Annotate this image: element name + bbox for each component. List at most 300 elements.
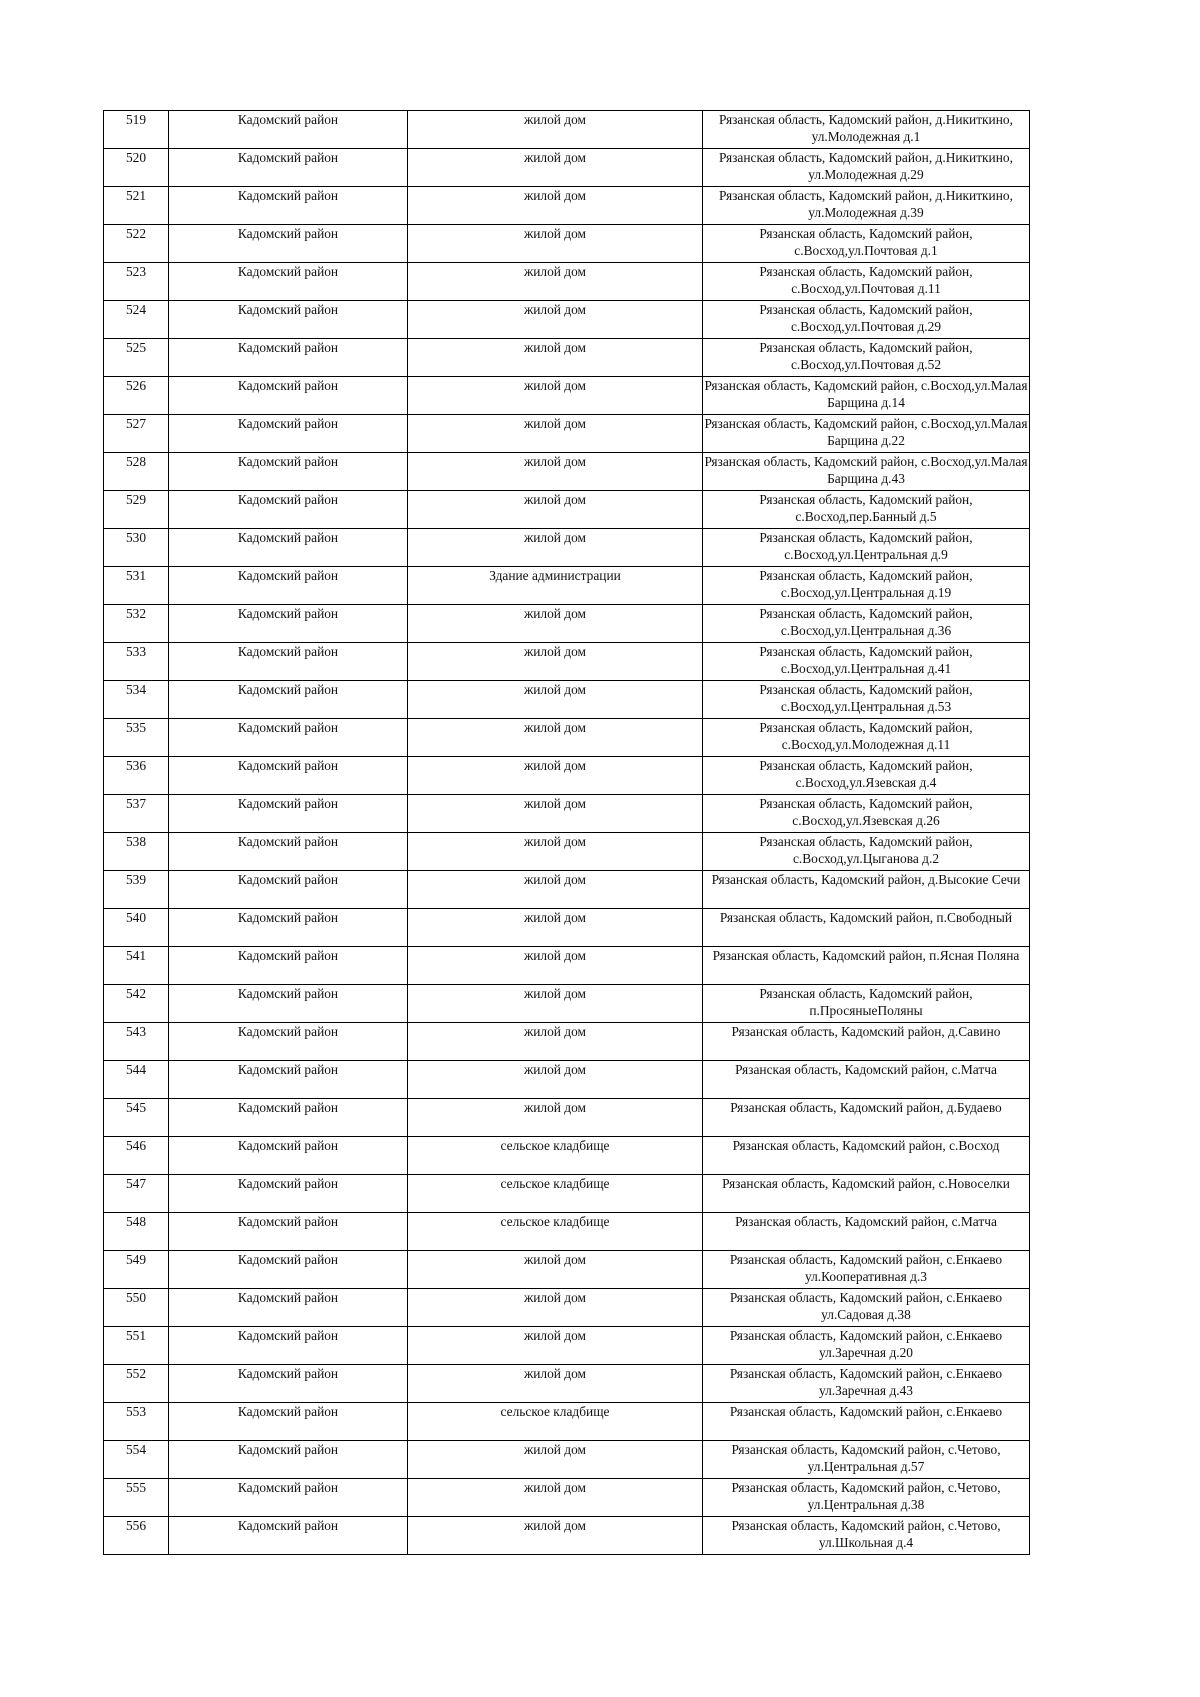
table-row bbox=[104, 871, 1030, 909]
row-number-cell bbox=[104, 947, 169, 985]
object-type-cell-text: жилой дом bbox=[523, 264, 587, 279]
table-row bbox=[104, 111, 1030, 149]
district-cell bbox=[169, 1175, 408, 1213]
table-row bbox=[104, 605, 1030, 643]
row-number-cell-text: 526 bbox=[125, 378, 147, 393]
address-cell-text: Рязанская область, Кадомский район, с.Восход,ул.Центральная д.9 bbox=[759, 530, 973, 562]
object-type-cell bbox=[408, 1365, 703, 1403]
row-number-cell bbox=[104, 377, 169, 415]
table-row bbox=[104, 719, 1030, 757]
district-cell-text: Кадомский район bbox=[237, 834, 339, 849]
address-cell-text: Рязанская область, Кадомский район, с.Енкаево ул.Садовая д.38 bbox=[729, 1290, 1003, 1322]
address-cell bbox=[703, 1517, 1030, 1555]
address-cell bbox=[703, 1175, 1030, 1213]
row-number-cell-text: 553 bbox=[125, 1404, 147, 1419]
object-type-cell-text: жилой дом bbox=[523, 530, 587, 545]
address-cell-text: Рязанская область, Кадомский район, с.Четово, ул.Центральная д.38 bbox=[731, 1480, 1001, 1512]
object-type-cell bbox=[408, 719, 703, 757]
address-cell bbox=[703, 301, 1030, 339]
district-cell bbox=[169, 1365, 408, 1403]
object-type-cell-text: жилой дом bbox=[523, 416, 587, 431]
row-number-cell bbox=[104, 1213, 169, 1251]
object-type-cell bbox=[408, 681, 703, 719]
row-number-cell bbox=[104, 985, 169, 1023]
row-number-cell-text: 539 bbox=[125, 872, 147, 887]
object-type-cell-text: жилой дом bbox=[523, 1328, 587, 1343]
district-cell-text: Кадомский район bbox=[237, 1290, 339, 1305]
district-cell bbox=[169, 681, 408, 719]
address-cell bbox=[703, 985, 1030, 1023]
object-type-cell-text: жилой дом bbox=[523, 302, 587, 317]
table-row bbox=[104, 1365, 1030, 1403]
district-cell-text: Кадомский район bbox=[237, 720, 339, 735]
object-type-cell bbox=[408, 567, 703, 605]
object-type-cell bbox=[408, 1061, 703, 1099]
object-type-cell-text: жилой дом bbox=[523, 226, 587, 241]
row-number-cell-text: 537 bbox=[125, 796, 147, 811]
district-cell bbox=[169, 1517, 408, 1555]
district-cell-text: Кадомский район bbox=[237, 1252, 339, 1267]
object-type-cell bbox=[408, 111, 703, 149]
district-cell-text: Кадомский район bbox=[237, 568, 339, 583]
table-row bbox=[104, 1517, 1030, 1555]
row-number-cell bbox=[104, 567, 169, 605]
row-number-cell bbox=[104, 1175, 169, 1213]
address-cell bbox=[703, 643, 1030, 681]
row-number-cell-text: 550 bbox=[125, 1290, 147, 1305]
row-number-cell-text: 555 bbox=[125, 1480, 147, 1495]
row-number-cell bbox=[104, 643, 169, 681]
address-cell-text: Рязанская область, Кадомский район, с.Енкаево bbox=[729, 1404, 1003, 1419]
object-type-cell-text: жилой дом bbox=[523, 1100, 587, 1115]
table-row bbox=[104, 339, 1030, 377]
address-cell-text: Рязанская область, Кадомский район, с.Енкаево ул.Заречная д.43 bbox=[729, 1366, 1003, 1398]
object-type-cell-text: сельское кладбище bbox=[500, 1404, 610, 1419]
object-type-cell-text: жилой дом bbox=[523, 492, 587, 507]
row-number-cell-text: 549 bbox=[125, 1252, 147, 1267]
district-cell-text: Кадомский район bbox=[237, 416, 339, 431]
row-number-cell-text: 521 bbox=[125, 188, 147, 203]
table-row bbox=[104, 1327, 1030, 1365]
table-row bbox=[104, 1175, 1030, 1213]
object-type-cell bbox=[408, 1479, 703, 1517]
district-cell bbox=[169, 111, 408, 149]
row-number-cell bbox=[104, 1403, 169, 1441]
object-type-cell-text: жилой дом bbox=[523, 1062, 587, 1077]
district-cell bbox=[169, 985, 408, 1023]
address-cell bbox=[703, 1023, 1030, 1061]
address-cell bbox=[703, 909, 1030, 947]
object-type-cell bbox=[408, 1137, 703, 1175]
table-row bbox=[104, 1213, 1030, 1251]
table-row bbox=[104, 795, 1030, 833]
district-cell bbox=[169, 1023, 408, 1061]
district-cell bbox=[169, 795, 408, 833]
object-type-cell-text: жилой дом bbox=[523, 986, 587, 1001]
district-cell-text: Кадомский район bbox=[237, 188, 339, 203]
row-number-cell-text: 533 bbox=[125, 644, 147, 659]
row-number-cell bbox=[104, 909, 169, 947]
table-row bbox=[104, 643, 1030, 681]
row-number-cell bbox=[104, 1061, 169, 1099]
district-cell-text: Кадомский район bbox=[237, 1214, 339, 1229]
address-cell bbox=[703, 681, 1030, 719]
row-number-cell bbox=[104, 263, 169, 301]
district-cell bbox=[169, 719, 408, 757]
address-cell-text: Рязанская область, Кадомский район, с.Восход,ул.Цыганова д.2 bbox=[759, 834, 973, 866]
object-type-cell bbox=[408, 415, 703, 453]
address-cell bbox=[703, 377, 1030, 415]
row-number-cell-text: 532 bbox=[125, 606, 147, 621]
district-cell bbox=[169, 1403, 408, 1441]
table-row bbox=[104, 681, 1030, 719]
address-cell-text: Рязанская область, Кадомский район, с.Восход,ул.Почтовая д.52 bbox=[759, 340, 973, 372]
district-cell bbox=[169, 605, 408, 643]
district-cell-text: Кадомский район bbox=[237, 986, 339, 1001]
row-number-cell-text: 522 bbox=[125, 226, 147, 241]
district-cell bbox=[169, 1137, 408, 1175]
row-number-cell bbox=[104, 1365, 169, 1403]
row-number-cell bbox=[104, 415, 169, 453]
row-number-cell bbox=[104, 1289, 169, 1327]
row-number-cell bbox=[104, 149, 169, 187]
address-cell-text: Рязанская область, Кадомский район, п.Свободный bbox=[719, 910, 1013, 925]
table-row bbox=[104, 833, 1030, 871]
district-cell-text: Кадомский район bbox=[237, 1100, 339, 1115]
district-cell-text: Кадомский район bbox=[237, 1062, 339, 1077]
table-row bbox=[104, 1403, 1030, 1441]
object-type-cell bbox=[408, 1441, 703, 1479]
address-cell-text: Рязанская область, Кадомский район, с.Восход,ул.Почтовая д.1 bbox=[759, 226, 973, 258]
address-cell bbox=[703, 111, 1030, 149]
table-row bbox=[104, 225, 1030, 263]
address-cell bbox=[703, 947, 1030, 985]
district-cell bbox=[169, 149, 408, 187]
address-cell-text: Рязанская область, Кадомский район, с.Восход,ул.Центральная д.36 bbox=[759, 606, 973, 638]
district-cell bbox=[169, 453, 408, 491]
row-number-cell-text: 556 bbox=[125, 1518, 147, 1533]
address-cell-text: Рязанская область, Кадомский район, с.Восход,ул.Язевская д.26 bbox=[759, 796, 973, 828]
row-number-cell bbox=[104, 1137, 169, 1175]
address-cell bbox=[703, 795, 1030, 833]
table-row bbox=[104, 567, 1030, 605]
address-cell-text: Рязанская область, Кадомский район, с.Восход,ул.Центральная д.53 bbox=[759, 682, 973, 714]
object-type-cell-text: жилой дом bbox=[523, 910, 587, 925]
table-row bbox=[104, 1061, 1030, 1099]
table-row bbox=[104, 947, 1030, 985]
row-number-cell bbox=[104, 605, 169, 643]
address-cell-text: Рязанская область, Кадомский район, с.Матча bbox=[735, 1214, 997, 1229]
object-type-cell-text: жилой дом bbox=[523, 378, 587, 393]
table-row bbox=[104, 1441, 1030, 1479]
address-cell-text: Рязанская область, Кадомский район, с.Четово, ул.Центральная д.57 bbox=[731, 1442, 1001, 1474]
district-cell-text: Кадомский район bbox=[237, 1442, 339, 1457]
registry-table-body bbox=[104, 111, 1030, 1555]
row-number-cell-text: 538 bbox=[125, 834, 147, 849]
district-cell-text: Кадомский район bbox=[237, 796, 339, 811]
row-number-cell-text: 523 bbox=[125, 264, 147, 279]
object-type-cell bbox=[408, 985, 703, 1023]
address-cell bbox=[703, 1365, 1030, 1403]
district-cell bbox=[169, 187, 408, 225]
district-cell-text: Кадомский район bbox=[237, 1176, 339, 1191]
district-cell-text: Кадомский район bbox=[237, 872, 339, 887]
object-type-cell-text: сельское кладбище bbox=[500, 1138, 610, 1153]
row-number-cell-text: 527 bbox=[125, 416, 147, 431]
district-cell-text: Кадомский район bbox=[237, 226, 339, 241]
row-number-cell bbox=[104, 529, 169, 567]
table-row bbox=[104, 377, 1030, 415]
object-type-cell-text: жилой дом bbox=[523, 340, 587, 355]
district-cell bbox=[169, 1061, 408, 1099]
object-type-cell bbox=[408, 757, 703, 795]
address-cell-text: Рязанская область, Кадомский район, с.Восход,ул.Язевская д.4 bbox=[759, 758, 973, 790]
address-cell bbox=[703, 1213, 1030, 1251]
table-row bbox=[104, 415, 1030, 453]
row-number-cell bbox=[104, 1517, 169, 1555]
district-cell bbox=[169, 909, 408, 947]
table-row bbox=[104, 263, 1030, 301]
row-number-cell-text: 528 bbox=[125, 454, 147, 469]
district-cell bbox=[169, 871, 408, 909]
row-number-cell-text: 525 bbox=[125, 340, 147, 355]
district-cell-text: Кадомский район bbox=[237, 1366, 339, 1381]
address-cell bbox=[703, 1403, 1030, 1441]
row-number-cell bbox=[104, 187, 169, 225]
row-number-cell bbox=[104, 491, 169, 529]
row-number-cell-text: 520 bbox=[125, 150, 147, 165]
object-type-cell bbox=[408, 1517, 703, 1555]
table-row bbox=[104, 1023, 1030, 1061]
row-number-cell bbox=[104, 111, 169, 149]
district-cell bbox=[169, 225, 408, 263]
address-cell bbox=[703, 225, 1030, 263]
object-type-cell-text: жилой дом bbox=[523, 1252, 587, 1267]
object-type-cell-text: жилой дом bbox=[523, 1290, 587, 1305]
row-number-cell-text: 552 bbox=[125, 1366, 147, 1381]
table-row bbox=[104, 491, 1030, 529]
address-cell bbox=[703, 1099, 1030, 1137]
object-type-cell bbox=[408, 795, 703, 833]
district-cell bbox=[169, 757, 408, 795]
object-type-cell-text: жилой дом bbox=[523, 1442, 587, 1457]
address-cell bbox=[703, 149, 1030, 187]
object-type-cell-text: жилой дом bbox=[523, 606, 587, 621]
table-row bbox=[104, 529, 1030, 567]
address-cell-text: Рязанская область, Кадомский район, с.Матча bbox=[735, 1062, 997, 1077]
row-number-cell bbox=[104, 301, 169, 339]
address-cell bbox=[703, 757, 1030, 795]
address-cell-text: Рязанская область, Кадомский район, д.Никиткино, ул.Молодежная д.39 bbox=[719, 188, 1013, 220]
row-number-cell-text: 541 bbox=[125, 948, 147, 963]
address-cell-text: Рязанская область, Кадомский район, с.Енкаево ул.Заречная д.20 bbox=[729, 1328, 1003, 1360]
object-type-cell-text: жилой дом bbox=[523, 1480, 587, 1495]
object-type-cell bbox=[408, 301, 703, 339]
object-type-cell-text: жилой дом bbox=[523, 948, 587, 963]
row-number-cell bbox=[104, 1099, 169, 1137]
object-type-cell bbox=[408, 947, 703, 985]
object-type-cell-text: жилой дом bbox=[523, 454, 587, 469]
address-cell bbox=[703, 187, 1030, 225]
address-cell-text: Рязанская область, Кадомский район, п.ПросяныеПоляны bbox=[759, 986, 973, 1018]
district-cell bbox=[169, 301, 408, 339]
row-number-cell-text: 536 bbox=[125, 758, 147, 773]
address-cell-text: Рязанская область, Кадомский район, с.Новоселки bbox=[722, 1176, 1010, 1191]
address-cell bbox=[703, 1479, 1030, 1517]
object-type-cell bbox=[408, 1213, 703, 1251]
address-cell-text: Рязанская область, Кадомский район, с.Енкаево ул.Кооперативная д.3 bbox=[729, 1252, 1003, 1284]
row-number-cell-text: 554 bbox=[125, 1442, 147, 1457]
object-type-cell bbox=[408, 263, 703, 301]
row-number-cell-text: 540 bbox=[125, 910, 147, 925]
object-type-cell bbox=[408, 377, 703, 415]
object-type-cell bbox=[408, 909, 703, 947]
row-number-cell-text: 545 bbox=[125, 1100, 147, 1115]
address-cell bbox=[703, 605, 1030, 643]
address-cell-text: Рязанская область, Кадомский район, с.Восход,ул.Почтовая д.11 bbox=[759, 264, 973, 296]
district-cell bbox=[169, 339, 408, 377]
row-number-cell bbox=[104, 339, 169, 377]
district-cell-text: Кадомский район bbox=[237, 1328, 339, 1343]
district-cell bbox=[169, 1099, 408, 1137]
district-cell-text: Кадомский район bbox=[237, 492, 339, 507]
table-row bbox=[104, 1099, 1030, 1137]
object-type-cell-text: жилой дом bbox=[523, 1024, 587, 1039]
address-cell-text: Рязанская область, Кадомский район, с.Восход,ул.Малая Барщина д.14 bbox=[704, 378, 1028, 410]
district-cell bbox=[169, 491, 408, 529]
object-type-cell bbox=[408, 529, 703, 567]
address-cell-text: Рязанская область, Кадомский район, д.Никиткино, ул.Молодежная д.1 bbox=[719, 112, 1013, 144]
address-cell-text: Рязанская область, Кадомский район, с.Четово, ул.Школьная д.4 bbox=[731, 1518, 1001, 1550]
row-number-cell bbox=[104, 719, 169, 757]
district-cell bbox=[169, 415, 408, 453]
district-cell-text: Кадомский район bbox=[237, 644, 339, 659]
row-number-cell-text: 542 bbox=[125, 986, 147, 1001]
object-type-cell-text: жилой дом bbox=[523, 758, 587, 773]
row-number-cell bbox=[104, 871, 169, 909]
row-number-cell bbox=[104, 225, 169, 263]
address-cell-text: Рязанская область, Кадомский район, д.Никиткино, ул.Молодежная д.29 bbox=[719, 150, 1013, 182]
district-cell-text: Кадомский район bbox=[237, 264, 339, 279]
row-number-cell bbox=[104, 1251, 169, 1289]
object-type-cell-text: жилой дом bbox=[523, 1366, 587, 1381]
address-cell bbox=[703, 1441, 1030, 1479]
object-type-cell bbox=[408, 1403, 703, 1441]
row-number-cell bbox=[104, 453, 169, 491]
table-row bbox=[104, 1137, 1030, 1175]
object-type-cell bbox=[408, 1289, 703, 1327]
row-number-cell bbox=[104, 833, 169, 871]
district-cell bbox=[169, 263, 408, 301]
address-cell bbox=[703, 339, 1030, 377]
address-cell-text: Рязанская область, Кадомский район, с.Восход,пер.Банный д.5 bbox=[759, 492, 973, 524]
row-number-cell-text: 519 bbox=[125, 112, 147, 127]
registry-table bbox=[103, 110, 1030, 1555]
row-number-cell bbox=[104, 757, 169, 795]
district-cell bbox=[169, 1213, 408, 1251]
table-row bbox=[104, 453, 1030, 491]
table-row bbox=[104, 909, 1030, 947]
table-row bbox=[104, 985, 1030, 1023]
district-cell bbox=[169, 1441, 408, 1479]
object-type-cell bbox=[408, 643, 703, 681]
object-type-cell-text: жилой дом bbox=[523, 796, 587, 811]
district-cell-text: Кадомский район bbox=[237, 1024, 339, 1039]
row-number-cell-text: 551 bbox=[125, 1328, 147, 1343]
row-number-cell-text: 547 bbox=[125, 1176, 147, 1191]
district-cell bbox=[169, 947, 408, 985]
district-cell bbox=[169, 1251, 408, 1289]
district-cell bbox=[169, 643, 408, 681]
row-number-cell-text: 530 bbox=[125, 530, 147, 545]
address-cell bbox=[703, 871, 1030, 909]
address-cell bbox=[703, 529, 1030, 567]
table-row bbox=[104, 149, 1030, 187]
district-cell bbox=[169, 833, 408, 871]
address-cell-text: Рязанская область, Кадомский район, д.Савино bbox=[731, 1024, 1001, 1039]
row-number-cell-text: 534 bbox=[125, 682, 147, 697]
object-type-cell bbox=[408, 339, 703, 377]
object-type-cell-text: жилой дом bbox=[523, 682, 587, 697]
district-cell-text: Кадомский район bbox=[237, 340, 339, 355]
object-type-cell bbox=[408, 225, 703, 263]
address-cell-text: Рязанская область, Кадомский район, д.Будаево bbox=[730, 1100, 1002, 1115]
row-number-cell-text: 543 bbox=[125, 1024, 147, 1039]
table-row bbox=[104, 301, 1030, 339]
object-type-cell-text: сельское кладбище bbox=[500, 1176, 610, 1191]
object-type-cell bbox=[408, 187, 703, 225]
table-row bbox=[104, 1251, 1030, 1289]
object-type-cell-text: жилой дом bbox=[523, 150, 587, 165]
district-cell-text: Кадомский район bbox=[237, 758, 339, 773]
object-type-cell-text: сельское кладбище bbox=[500, 1214, 610, 1229]
district-cell-text: Кадомский район bbox=[237, 150, 339, 165]
address-cell-text: Рязанская область, Кадомский район, п.Ясная Поляна bbox=[712, 948, 1020, 963]
object-type-cell-text: жилой дом bbox=[523, 644, 587, 659]
object-type-cell bbox=[408, 491, 703, 529]
object-type-cell-text: жилой дом bbox=[523, 720, 587, 735]
row-number-cell-text: 546 bbox=[125, 1138, 147, 1153]
address-cell-text: Рязанская область, Кадомский район, с.Восход,ул.Почтовая д.29 bbox=[759, 302, 973, 334]
object-type-cell bbox=[408, 1023, 703, 1061]
object-type-cell-text: жилой дом bbox=[523, 872, 587, 887]
district-cell-text: Кадомский район bbox=[237, 606, 339, 621]
object-type-cell bbox=[408, 453, 703, 491]
address-cell bbox=[703, 1137, 1030, 1175]
row-number-cell bbox=[104, 1441, 169, 1479]
row-number-cell-text: 524 bbox=[125, 302, 147, 317]
object-type-cell bbox=[408, 833, 703, 871]
table-row bbox=[104, 757, 1030, 795]
address-cell-text: Рязанская область, Кадомский район, д.Высокие Сечи bbox=[711, 872, 1021, 887]
district-cell-text: Кадомский район bbox=[237, 1404, 339, 1419]
row-number-cell-text: 544 bbox=[125, 1062, 147, 1077]
district-cell-text: Кадомский район bbox=[237, 1480, 339, 1495]
district-cell-text: Кадомский район bbox=[237, 1518, 339, 1533]
district-cell bbox=[169, 1479, 408, 1517]
address-cell bbox=[703, 453, 1030, 491]
object-type-cell bbox=[408, 1099, 703, 1137]
address-cell-text: Рязанская область, Кадомский район, с.Восход,ул.Малая Барщина д.43 bbox=[704, 454, 1028, 486]
district-cell-text: Кадомский район bbox=[237, 454, 339, 469]
address-cell bbox=[703, 719, 1030, 757]
row-number-cell-text: 529 bbox=[125, 492, 147, 507]
object-type-cell bbox=[408, 1327, 703, 1365]
address-cell-text: Рязанская область, Кадомский район, с.Восход bbox=[732, 1138, 1000, 1153]
address-cell bbox=[703, 833, 1030, 871]
object-type-cell bbox=[408, 605, 703, 643]
row-number-cell-text: 531 bbox=[125, 568, 147, 583]
